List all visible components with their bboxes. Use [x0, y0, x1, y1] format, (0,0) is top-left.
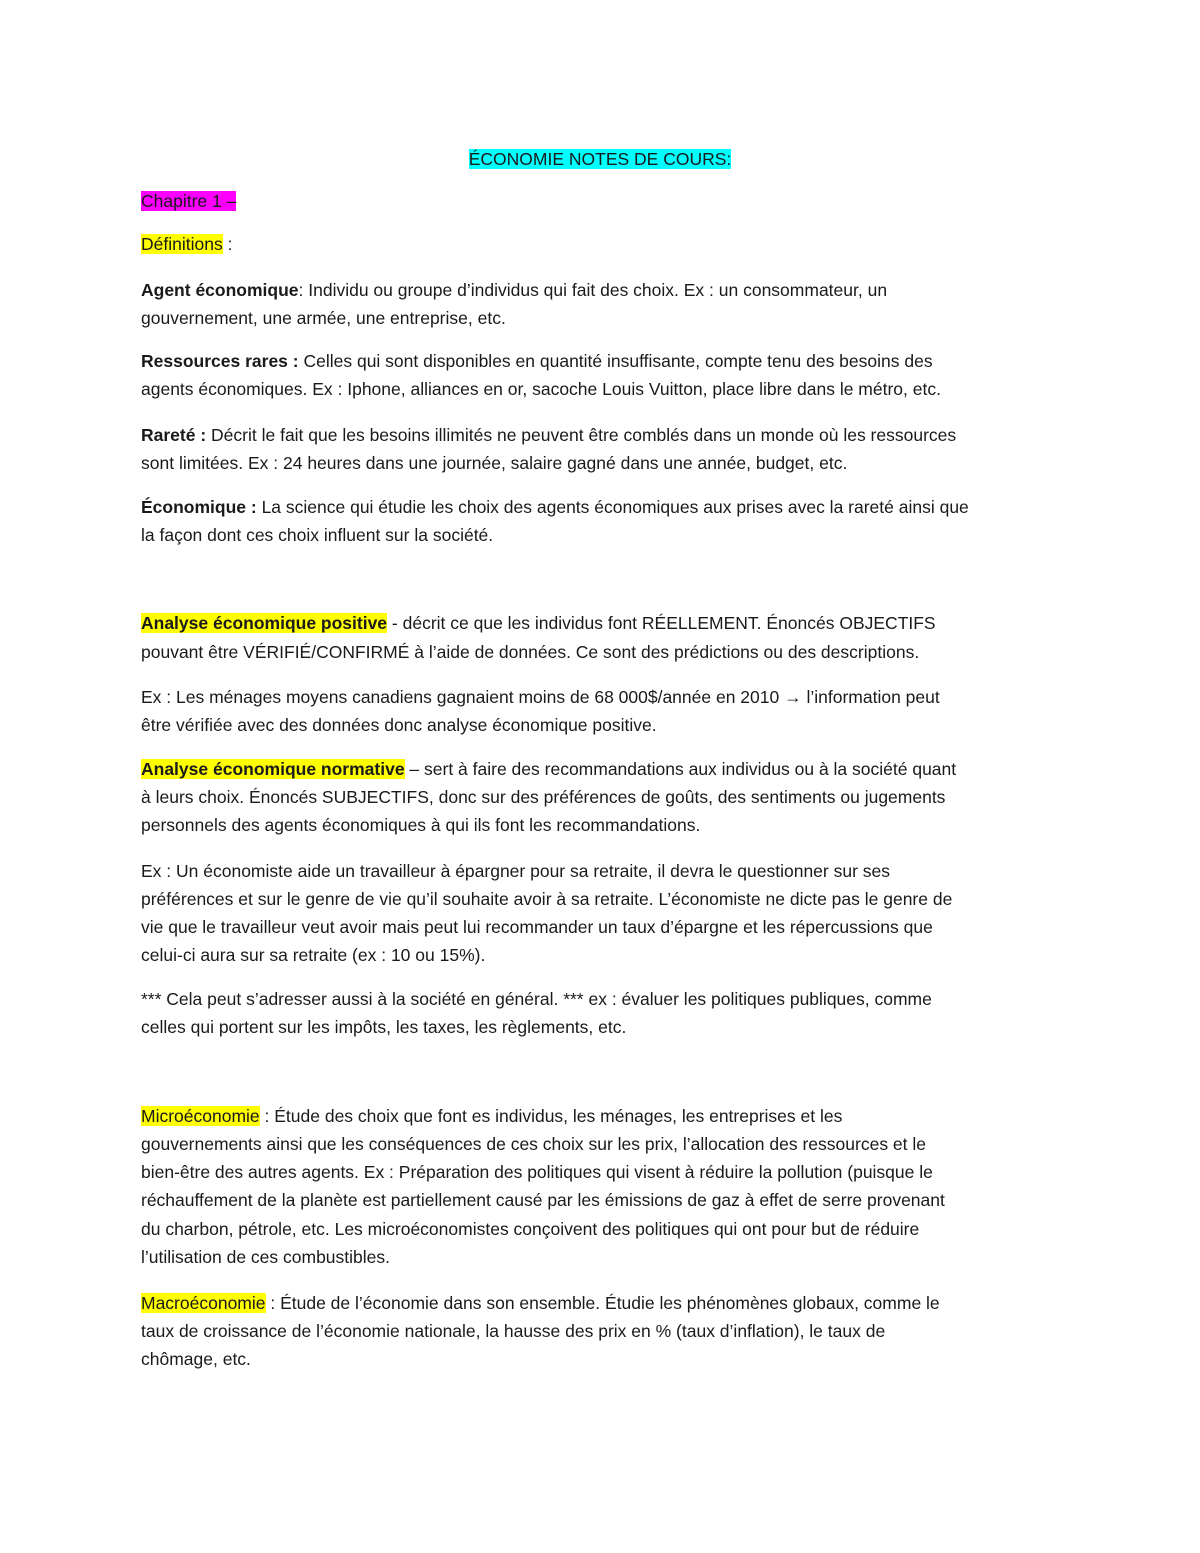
micro-line-2: gouvernements ainsi que les conséquences de ces choix sur les prix, l’allocation des ressources et le	[141, 1134, 927, 1154]
positive-line-1: Analyse économique positive - décrit ce que les individus font RÉELLEMENT. Énoncés OBJECTIFS	[141, 613, 936, 633]
normative-note-line-2: celles qui portent sur les impôts, les taxes, les règlements, etc.	[141, 1017, 627, 1037]
normative-note-line-1: *** Cela peut s’adresser aussi à la société en général. *** ex : évaluer les politiques publiques, comme	[141, 989, 932, 1009]
economique-definition-line-1: Économique : La science qui étudie les choix des agents économiques aux prises avec la rareté ainsi que	[141, 497, 969, 517]
normative-line-1: Analyse économique normative – sert à faire des recommandations aux individus ou à la société quant	[141, 759, 957, 779]
positive-term: Analyse économique positive	[141, 613, 388, 633]
rarete-definition-line-2: sont limitées. Ex : 24 heures dans une journée, salaire gagné dans une année, budget, etc.	[141, 453, 848, 473]
micro-line-6: l’utilisation de ces combustibles.	[141, 1247, 391, 1267]
document-title: ÉCONOMIE NOTES DE COURS:	[468, 149, 732, 169]
chapter-heading: Chapitre 1 –	[141, 191, 237, 211]
macro-line-3: chômage, etc.	[141, 1349, 251, 1369]
normative-line-2: à leurs choix. Énoncés SUBJECTIFS, donc sur des préférences de goûts, des sentiments ou jugements	[141, 787, 946, 807]
micro-line-5: du charbon, pétrole, etc. Les microéconomistes conçoivent des politiques qui ont pour but de réduire	[141, 1219, 920, 1239]
ressources-definition-line-1: Ressources rares : Celles qui sont disponibles en quantité insuffisante, compte tenu des besoins des	[141, 351, 933, 371]
positive-line-2: pouvant être VÉRIFIÉ/CONFIRMÉ à l’aide de données. Ce sont des prédictions ou des descriptions.	[141, 642, 920, 662]
macro-line-1: Macroéconomie : Étude de l’économie dans son ensemble. Étudie les phénomènes globaux, comme le	[141, 1293, 940, 1313]
agent-definition-line-2: gouvernement, une armée, une entreprise, etc.	[141, 308, 506, 328]
agent-term: Agent économique	[141, 280, 299, 300]
definitions-heading: Définitions :	[141, 234, 233, 254]
normative-example-line-4: celui-ci aura sur sa retraite (ex : 10 ou 15%).	[141, 945, 486, 965]
macro-line-2: taux de croissance de l’économie nationale, la hausse des prix en % (taux d’inflation), le taux de	[141, 1321, 886, 1341]
rarete-term: Rareté :	[141, 425, 207, 445]
rarete-definition-line-1: Rareté : Décrit le fait que les besoins illimités ne peuvent être comblés dans un monde où les ressources	[141, 425, 957, 445]
economique-term: Économique :	[141, 497, 257, 517]
agent-definition-line-1: Agent économique: Individu ou groupe d’individus qui fait des choix. Ex : un consommateur, un	[141, 280, 888, 300]
micro-line-1: Microéconomie : Étude des choix que font es individus, les ménages, les entreprises et les	[141, 1106, 843, 1126]
micro-line-3: bien-être des autres agents. Ex : Préparation des politiques qui visent à réduire la pollution (puisque le	[141, 1162, 933, 1182]
ressources-term: Ressources rares :	[141, 351, 299, 371]
positive-example-line-1: Ex : Les ménages moyens canadiens gagnaient moins de 68 000$/année en 2010 → l’information peut	[141, 687, 940, 707]
ressources-definition-line-2: agents économiques. Ex : Iphone, alliances en or, sacoche Louis Vuitton, place libre dans le métro, etc.	[141, 379, 941, 399]
normative-term: Analyse économique normative	[141, 759, 405, 779]
positive-example-line-2: être vérifiée avec des données donc analyse économique positive.	[141, 715, 657, 735]
normative-example-line-2: préférences et sur le genre de vie qu’il souhaite avoir à sa retraite. L’économiste ne dicte pas le genre de	[141, 889, 953, 909]
economique-definition-line-2: la façon dont ces choix influent sur la société.	[141, 525, 494, 545]
micro-line-4: réchauffement de la planète est partiellement causé par les émissions de gaz à effet de serre provenant	[141, 1190, 945, 1210]
macro-term: Macroéconomie	[141, 1293, 266, 1313]
micro-term: Microéconomie	[141, 1106, 260, 1126]
normative-example-line-1: Ex : Un économiste aide un travailleur à épargner pour sa retraite, il devra le questionner sur ses	[141, 861, 891, 881]
normative-example-line-3: vie que le travailleur veut avoir mais peut lui recommander un taux d’épargne et les répercussions que	[141, 917, 933, 937]
normative-line-3: personnels des agents économiques à qui ils font les recommandations.	[141, 815, 701, 835]
